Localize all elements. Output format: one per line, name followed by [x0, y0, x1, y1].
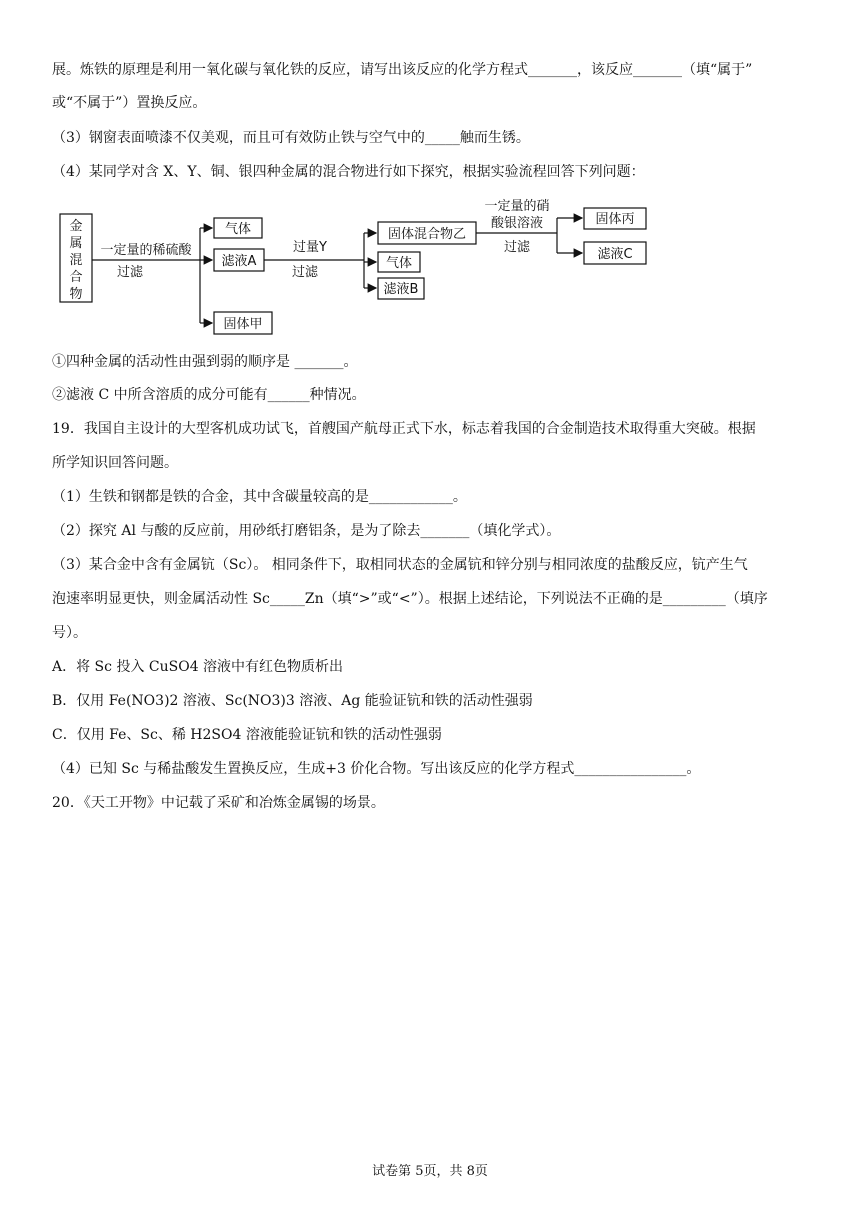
text-line: A．将 Sc 投入 CuSO4 溶液中有红色物质析出 [52, 659, 344, 675]
text-line: 20．《天工开物》中记载了采矿和冶炼金属锡的场景。 [52, 795, 385, 811]
start-char: 混 [69, 253, 83, 268]
solid-mix-yi-label: 固体混合物乙 [387, 227, 467, 242]
text-line: （4）某同学对含 X、Y、铜、银四种金属的混合物进行如下探究，根据实验流程回答下列问题： [52, 164, 645, 180]
text-line: ①四种金属的活动性由强到弱的顺序是 _______。 [52, 354, 358, 370]
step2-operation: 过滤 [291, 265, 319, 280]
solid-jia-label: 固体甲 [223, 317, 263, 332]
start-char: 合 [69, 270, 83, 285]
text-line: B．仅用 Fe(NO3)2 溶液、Sc(NO3)3 溶液、Ag 能验证钪和铁的活动性强弱 [52, 693, 533, 709]
text-line: （3）某合金中含有金属钪（Sc）。 相同条件下，取相同状态的金属钪和锌分别与相同浓度的盐酸反应，钪产生气 [52, 557, 748, 573]
filtrate-a-label: 滤液A [221, 254, 257, 269]
step3-reagent-line2: 酸银溶液 [490, 216, 544, 231]
start-char: 属 [69, 236, 83, 251]
gas-label-1: 气体 [224, 222, 252, 237]
text-line: （2）探究 Al 与酸的反应前，用砂纸打磨铝条，是为了除去_______（填化学式）。 [52, 523, 561, 539]
text-line: （3）钢窗表面喷漆不仅美观，而且可有效防止铁与空气中的_____触而生锈。 [52, 130, 530, 146]
text-line: 或“不属于”）置换反应。 [52, 95, 207, 111]
text-line: 泡速率明显更快，则金属活动性 Sc_____Zn（填“>”或“<”）。根据上述结论，下列说法不正确的是_________（填序 [52, 591, 768, 607]
text-line: ②滤液 C 中所含溶质的成分可能有______种情况。 [52, 387, 366, 403]
solid-bing-label: 固体丙 [595, 212, 635, 227]
text-line: 19．我国自主设计的大型客机成功试飞，首艘国产航母正式下水，标志着我国的合金制造技术取得重大突破。根据 [52, 421, 756, 437]
step3-operation: 过滤 [503, 240, 531, 255]
text-line: 所学知识回答问题。 [52, 455, 178, 471]
start-char: 物 [69, 287, 83, 302]
step1-reagent: 一定量的稀硫酸 [100, 243, 192, 258]
text-line: C．仅用 Fe、Sc、稀 H2SO4 溶液能验证钪和铁的活动性强弱 [52, 727, 442, 743]
page-footer: 试卷第 5页，共 8页 [372, 1164, 488, 1179]
start-char: 金 [69, 219, 83, 234]
text-line: 号）。 [52, 625, 87, 641]
step2-reagent: 过量Y [293, 240, 327, 255]
step3-reagent-line1: 一定量的硝 [484, 199, 550, 214]
gas-label-2: 气体 [385, 256, 413, 271]
text-line: 展。炼铁的原理是利用一氧化碳与氧化铁的反应，请写出该反应的化学方程式_______，该反应_______（填“属于” [52, 62, 753, 78]
filtrate-c-label: 滤液C [597, 247, 633, 262]
step1-operation: 过滤 [116, 265, 144, 280]
text-line: （4）已知 Sc 与稀盐酸发生置换反应，生成+3 价化合物。写出该反应的化学方程式________________。 [52, 761, 701, 777]
experiment-flowchart [52, 196, 652, 341]
text-line: （1）生铁和钢都是铁的合金，其中含碳量较高的是____________。 [52, 489, 467, 505]
filtrate-b-label: 滤液B [383, 282, 419, 297]
